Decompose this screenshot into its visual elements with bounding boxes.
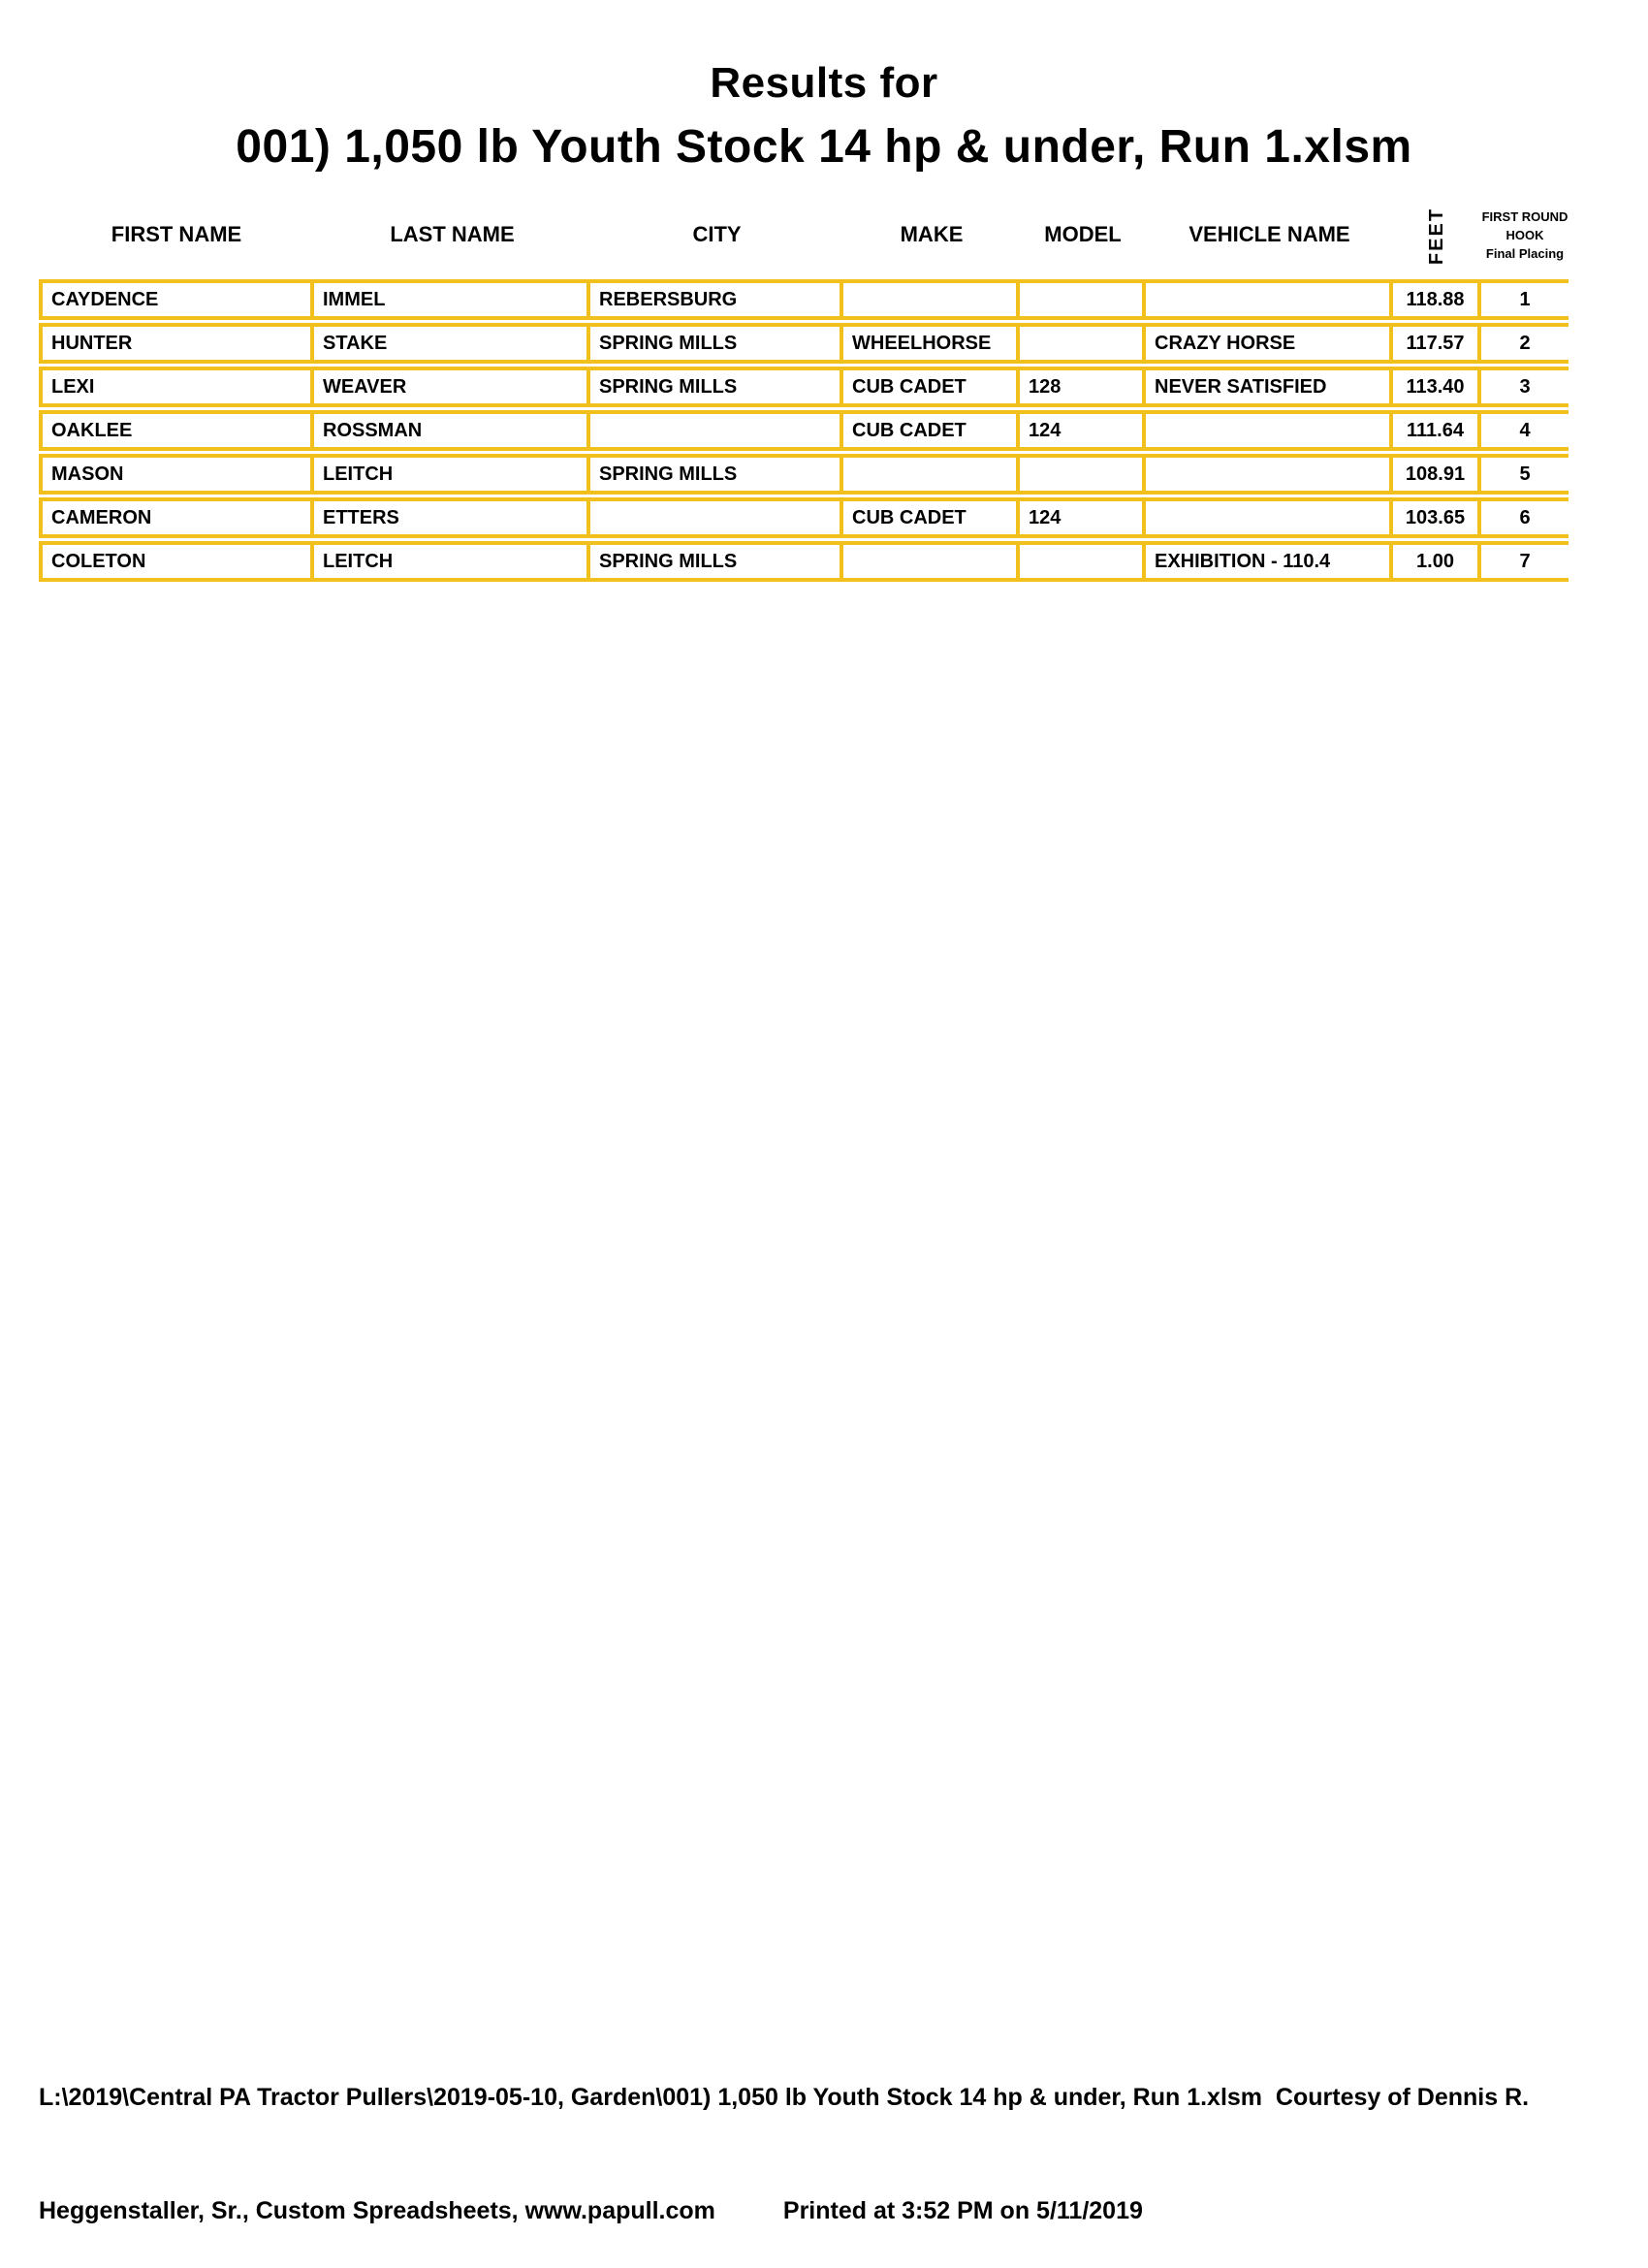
header-row xyxy=(39,193,1569,276)
cell-final-placing: 3 xyxy=(1481,367,1569,407)
cell-first-name: HUNTER xyxy=(39,323,314,364)
cell-model xyxy=(1020,279,1146,320)
footer-credit-text: Heggenstaller, Sr., Custom Spreadsheets, www.papull.com xyxy=(39,2197,715,2224)
cell-feet: 118.88 xyxy=(1393,279,1481,320)
cell-city: SPRING MILLS xyxy=(590,367,843,407)
cell-first-name: CAMERON xyxy=(39,497,314,538)
feet-rotated-label: FEET xyxy=(1426,207,1447,266)
cell-vehicle-name: CRAZY HORSE xyxy=(1146,323,1393,364)
table-row xyxy=(39,541,1569,582)
cell-feet: 111.64 xyxy=(1393,410,1481,451)
cell-vehicle-name xyxy=(1146,454,1393,495)
cell-model: 128 xyxy=(1020,367,1146,407)
cell-feet: 1.00 xyxy=(1393,541,1481,582)
cell-city: SPRING MILLS xyxy=(590,323,843,364)
placing-header-line3: Final Placing xyxy=(1485,245,1565,261)
table-row xyxy=(39,497,1569,538)
col-header-vehicle-name: VEHICLE NAME xyxy=(1188,222,1350,246)
cell-vehicle-name xyxy=(1146,279,1393,320)
cell-last-name: ROSSMAN xyxy=(314,410,590,451)
table-row xyxy=(39,367,1569,407)
cell-make xyxy=(843,279,1020,320)
cell-final-placing: 5 xyxy=(1481,454,1569,495)
cell-last-name: STAKE xyxy=(314,323,590,364)
cell-model xyxy=(1020,323,1146,364)
cell-final-placing: 7 xyxy=(1481,541,1569,582)
cell-vehicle-name: NEVER SATISFIED xyxy=(1146,367,1393,407)
cell-make: WHEELHORSE xyxy=(843,323,1020,364)
col-header-first-name: FIRST NAME xyxy=(111,222,242,246)
footer-printed-timestamp: Printed at 3:52 PM on 5/11/2019 xyxy=(782,2197,1143,2224)
footer-filepath-line: L:\2019\Central PA Tractor Pullers\2019-05-10, Garden\001) 1,050 lb Youth Stock 14 hp & under, Run 1.xlsm Courtesy of Dennis R. xyxy=(39,2084,1530,2111)
cell-model xyxy=(1020,541,1146,582)
col-header-final-placing xyxy=(1481,193,1569,276)
col-header-make: MAKE xyxy=(900,222,964,246)
cell-first-name: MASON xyxy=(39,454,314,495)
placing-header-line2: HOOK xyxy=(1505,227,1544,242)
cell-last-name: LEITCH xyxy=(314,454,590,495)
cell-first-name: LEXI xyxy=(39,367,314,407)
results-table xyxy=(39,190,1569,585)
results-table-body xyxy=(39,279,1569,582)
cell-feet: 103.65 xyxy=(1393,497,1481,538)
cell-final-placing: 4 xyxy=(1481,410,1569,451)
cell-city xyxy=(590,497,843,538)
cell-last-name: LEITCH xyxy=(314,541,590,582)
cell-first-name: CAYDENCE xyxy=(39,279,314,320)
cell-vehicle-name xyxy=(1146,497,1393,538)
table-row xyxy=(39,323,1569,364)
cell-final-placing: 2 xyxy=(1481,323,1569,364)
cell-last-name: IMMEL xyxy=(314,279,590,320)
cell-make xyxy=(843,541,1020,582)
cell-city xyxy=(590,410,843,451)
cell-final-placing: 1 xyxy=(1481,279,1569,320)
cell-feet: 108.91 xyxy=(1393,454,1481,495)
cell-last-name: WEAVER xyxy=(314,367,590,407)
table-row xyxy=(39,279,1569,320)
page-subtitle-filename: 001) 1,050 lb Youth Stock 14 hp & under, Run 1.xlsm xyxy=(236,121,1412,174)
col-header-model: MODEL xyxy=(1044,222,1122,246)
cell-model: 124 xyxy=(1020,497,1146,538)
cell-city: REBERSBURG xyxy=(590,279,843,320)
cell-last-name: ETTERS xyxy=(314,497,590,538)
col-header-last-name: LAST NAME xyxy=(390,222,515,246)
cell-final-placing: 6 xyxy=(1481,497,1569,538)
cell-make: CUB CADET xyxy=(843,410,1020,451)
cell-make xyxy=(843,454,1020,495)
cell-vehicle-name xyxy=(1146,410,1393,451)
cell-city: SPRING MILLS xyxy=(590,454,843,495)
cell-city: SPRING MILLS xyxy=(590,541,843,582)
cell-feet: 113.40 xyxy=(1393,367,1481,407)
footer xyxy=(39,2003,1609,2268)
col-header-city: CITY xyxy=(692,222,742,246)
cell-model: 124 xyxy=(1020,410,1146,451)
table-row xyxy=(39,410,1569,451)
cell-first-name: COLETON xyxy=(39,541,314,582)
cell-feet: 117.57 xyxy=(1393,323,1481,364)
cell-first-name: OAKLEE xyxy=(39,410,314,451)
col-header-feet xyxy=(1393,193,1481,276)
title-block xyxy=(0,60,1648,174)
table-row xyxy=(39,454,1569,495)
footer-credit-line xyxy=(39,2192,1609,2230)
cell-make: CUB CADET xyxy=(843,497,1020,538)
results-table-header xyxy=(39,193,1569,276)
cell-model xyxy=(1020,454,1146,495)
cell-vehicle-name: EXHIBITION - 110.4 xyxy=(1146,541,1393,582)
cell-make: CUB CADET xyxy=(843,367,1020,407)
placing-header-line1: FIRST ROUND xyxy=(1481,208,1569,224)
page-title: Results for xyxy=(710,59,938,107)
